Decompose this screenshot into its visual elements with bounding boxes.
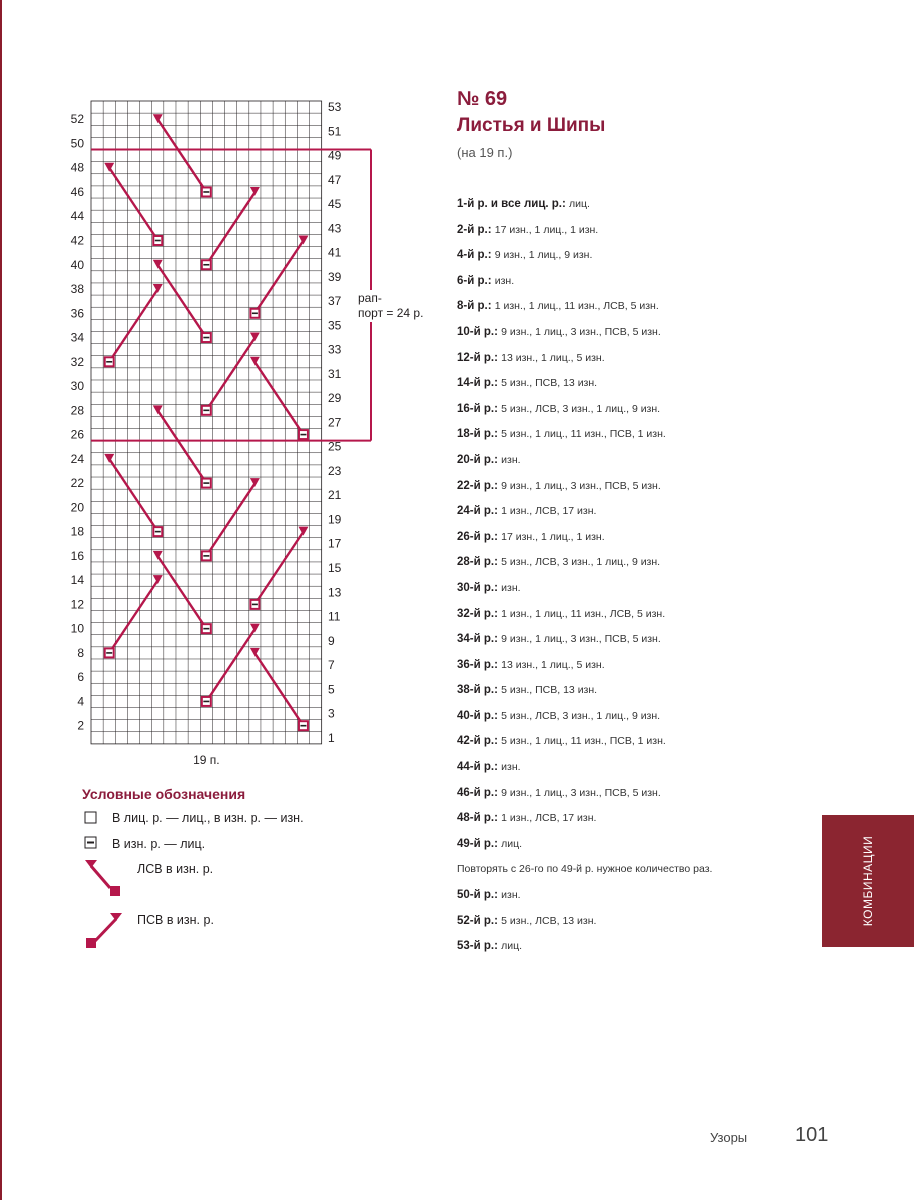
row-number-right: 5 [328,682,335,697]
instruction-row [457,403,817,429]
row-number-left: 42 [70,233,84,248]
legend-item-knit: В лиц. р. — лиц., в изн. р. — изн. [112,811,304,825]
instruction-row-label: 20-й р.: [457,453,502,466]
row-number-right: 45 [328,197,342,212]
row-number-left: 16 [70,548,84,563]
legend-item-purl-knit: В изн. р. — лиц. [112,837,206,851]
row-number-left: 26 [70,427,84,442]
instruction-row-text: 1 изн., 1 лиц., 11 изн., ЛСВ, 5 изн. [494,300,659,313]
instruction-row-text: 1 изн., ЛСВ, 17 изн. [501,812,597,825]
row-number-left: 18 [70,524,84,539]
instruction-row [457,352,817,378]
row-number-left: 6 [77,670,84,685]
legend-icons [80,806,140,956]
instruction-row [457,531,817,557]
row-number-right: 1 [328,730,335,745]
row-number-right: 13 [328,585,342,600]
instruction-row-label: 53-й р.: [457,940,502,953]
row-number-left: 48 [70,160,84,175]
instruction-row-text: изн. [501,889,521,902]
instruction-row-text: лиц. [501,837,523,850]
row-number-right: 43 [328,221,342,236]
instruction-row-label: 38-й р.: [457,684,502,697]
instruction-row [457,300,817,326]
instruction-row [457,710,817,736]
instruction-row-label: 32-й р.: [457,607,502,620]
footer-section: Узоры [710,1130,748,1145]
row-number-left: 30 [70,379,84,394]
row-number-right: 9 [328,633,335,648]
instruction-row-label: 12-й р.: [457,351,502,364]
row-number-right: 23 [328,463,342,478]
instruction-row-text: 5 изн., ЛСВ, 3 изн., 1 лиц., 9 изн. [501,709,661,722]
row-number-right: 35 [328,318,342,333]
empty-square-icon [85,812,96,823]
pattern-number: № 69 [457,88,508,110]
instruction-row [457,889,817,915]
instruction-row-text: 5 изн., ПСВ, 13 изн. [501,377,598,390]
chart-width-label: 19 п. [193,752,220,767]
instruction-row-text: 17 изн., 1 лиц., 1 изн. [494,223,599,236]
row-number-right: 11 [328,609,341,624]
instruction-row [457,787,817,813]
instruction-row [457,838,817,864]
instruction-row-label: 46-й р.: [457,786,502,799]
instruction-row-text: 17 изн., 1 лиц., 1 изн. [501,530,605,543]
instruction-row-label: 2-й р.: [457,223,495,236]
row-number-right: 25 [328,439,342,454]
instruction-row-text: лиц. [501,940,523,953]
instruction-row-label: 48-й р.: [457,812,502,825]
instruction-row-label: 49-й р.: [457,837,502,850]
instruction-row-label: 42-й р.: [457,735,502,748]
instruction-row-text: изн. [494,274,515,287]
instruction-row [457,326,817,352]
row-number-left: 44 [70,209,84,224]
row-number-right: 17 [328,536,342,551]
instruction-row [457,454,817,480]
instruction-row-text: 9 изн., 1 лиц., 3 изн., ПСВ, 5 изн. [501,786,661,799]
instruction-row [457,812,817,838]
page-number: 101 [795,1124,829,1146]
instruction-row-text: 9 изн., 1 лиц., 3 изн., ПСВ, 5 изн. [501,325,661,338]
legend-title: Условные обозначения [82,786,246,802]
instruction-row-text: 5 изн., ЛСВ, 3 изн., 1 лиц., 9 изн. [501,556,661,569]
instruction-row [457,608,817,634]
instruction-row [457,684,817,710]
instruction-row-label: 22-й р.: [457,479,502,492]
instruction-row-text: изн. [501,581,521,594]
instruction-row-label: 4-й р.: [457,249,495,262]
row-number-right: 39 [328,269,342,284]
instruction-row-label: 28-й р.: [457,556,502,569]
right-cross-icon [86,913,122,948]
instruction-row [457,582,817,608]
instruction-row [457,377,817,403]
row-number-left: 22 [70,476,84,491]
row-number-left: 38 [70,282,84,297]
instruction-row-label: 30-й р.: [457,581,502,594]
instruction-row-label: 26-й р.: [457,530,502,543]
instruction-row-text: 1 изн., 1 лиц., 11 изн., ЛСВ, 5 изн. [501,607,666,620]
instruction-row-label: 44-й р.: [457,761,502,774]
row-number-left: 34 [70,330,84,345]
instruction-row-label: 16-й р.: [457,402,502,415]
instruction-row-text: 5 изн., 1 лиц., 11 изн., ПСВ, 1 изн. [501,735,666,748]
instruction-row [457,198,817,224]
instruction-row [457,505,817,531]
row-number-left: 24 [70,451,84,466]
left-cross-icon [85,860,120,896]
instruction-row [457,761,817,787]
instruction-row-text: изн. [501,761,521,774]
row-number-right: 51 [328,124,342,139]
row-number-right: 49 [328,148,342,163]
repeat-label-line2: порт = 24 р. [358,306,424,320]
instruction-row-label: 40-й р.: [457,709,502,722]
instruction-row-text: 5 изн., ЛСВ, 3 изн., 1 лиц., 9 изн. [501,402,661,415]
instruction-row [457,633,817,659]
row-number-left: 28 [70,403,84,418]
row-number-left: 46 [70,184,84,199]
instruction-row [457,556,817,582]
row-number-right: 29 [328,391,342,406]
row-number-right: 31 [328,366,342,381]
repeat-label-line1: рап- [358,291,382,305]
row-number-left: 32 [70,354,84,369]
instruction-row-text: лиц. [569,198,590,210]
instruction-row-label: 8-й р.: [457,300,495,313]
instruction-row-text: 5 изн., ПСВ, 13 изн. [501,684,598,697]
row-number-left: 8 [77,645,84,660]
row-number-right: 37 [328,294,342,309]
row-number-right: 27 [328,415,342,430]
instruction-row [457,940,817,966]
instruction-row-label: 50-й р.: [457,889,502,902]
instruction-row-text: 13 изн., 1 лиц., 5 изн. [501,658,605,671]
row-number-left: 2 [77,718,84,733]
instruction-row-text: Повторять с 26-го по 49-й р. нужное количество раз. [457,863,713,876]
instruction-row-text: 1 изн., ЛСВ, 17 изн. [501,505,597,518]
instruction-row-label: 1-й р. и все лиц. р.: [457,198,570,210]
instruction-row-label: 6-й р.: [457,274,495,287]
row-number-right: 33 [328,342,342,357]
row-number-left: 52 [70,112,84,127]
instruction-row [457,863,817,889]
row-instructions [457,198,817,966]
row-number-right: 47 [328,172,342,187]
instruction-row-text: 5 изн., 1 лиц., 11 изн., ПСВ, 1 изн. [501,428,666,441]
section-side-tab-label: КОМБИНАЦИИ [861,835,875,927]
instruction-row-label: 14-й р.: [457,377,502,390]
row-number-left: 4 [77,694,84,709]
row-number-left: 50 [70,136,84,151]
legend-item-lsv: ЛСВ в изн. р. [137,862,214,876]
row-number-right: 15 [328,561,342,576]
row-number-left: 14 [70,573,84,588]
instruction-row-text: 9 изн., 1 лиц., 9 изн. [494,249,593,262]
row-number-left: 10 [70,621,84,636]
row-number-left: 36 [70,306,84,321]
instruction-row-label: 36-й р.: [457,658,502,671]
pattern-stitches: (на 19 п.) [457,145,513,160]
instruction-row [457,480,817,506]
instruction-row-text: 5 изн., ЛСВ, 13 изн. [501,914,597,927]
pattern-name: Листья и Шипы [457,115,606,136]
instruction-row-label: 34-й р.: [457,633,502,646]
row-number-left: 40 [70,257,84,272]
row-number-right: 7 [328,658,335,673]
instruction-row-label: 18-й р.: [457,428,502,441]
instruction-row [457,659,817,685]
instruction-row [457,915,817,941]
row-number-right: 53 [328,100,342,115]
section-side-tab[interactable] [822,815,914,947]
row-number-left: 20 [70,500,84,515]
dash-square-icon [85,837,96,848]
row-number-right: 21 [328,488,342,503]
instruction-row [457,224,817,250]
row-number-right: 3 [328,706,335,721]
instruction-row-text: 13 изн., 1 лиц., 5 изн. [501,351,605,364]
instruction-row-label: 10-й р.: [457,325,502,338]
legend-item-psv: ПСВ в изн. р. [137,913,214,927]
instruction-row-text: 9 изн., 1 лиц., 3 изн., ПСВ, 5 изн. [501,479,661,492]
instruction-row [457,275,817,301]
instruction-row-text: 9 изн., 1 лиц., 3 изн., ПСВ, 5 изн. [501,633,661,646]
instruction-row-label: 24-й р.: [457,505,502,518]
instruction-row-text: изн. [501,453,521,466]
instruction-row [457,428,817,454]
row-number-left: 12 [70,597,84,612]
row-number-right: 41 [328,245,342,260]
instruction-row [457,249,817,275]
instruction-row [457,735,817,761]
instruction-row-label: 52-й р.: [457,914,502,927]
row-number-right: 19 [328,512,342,527]
